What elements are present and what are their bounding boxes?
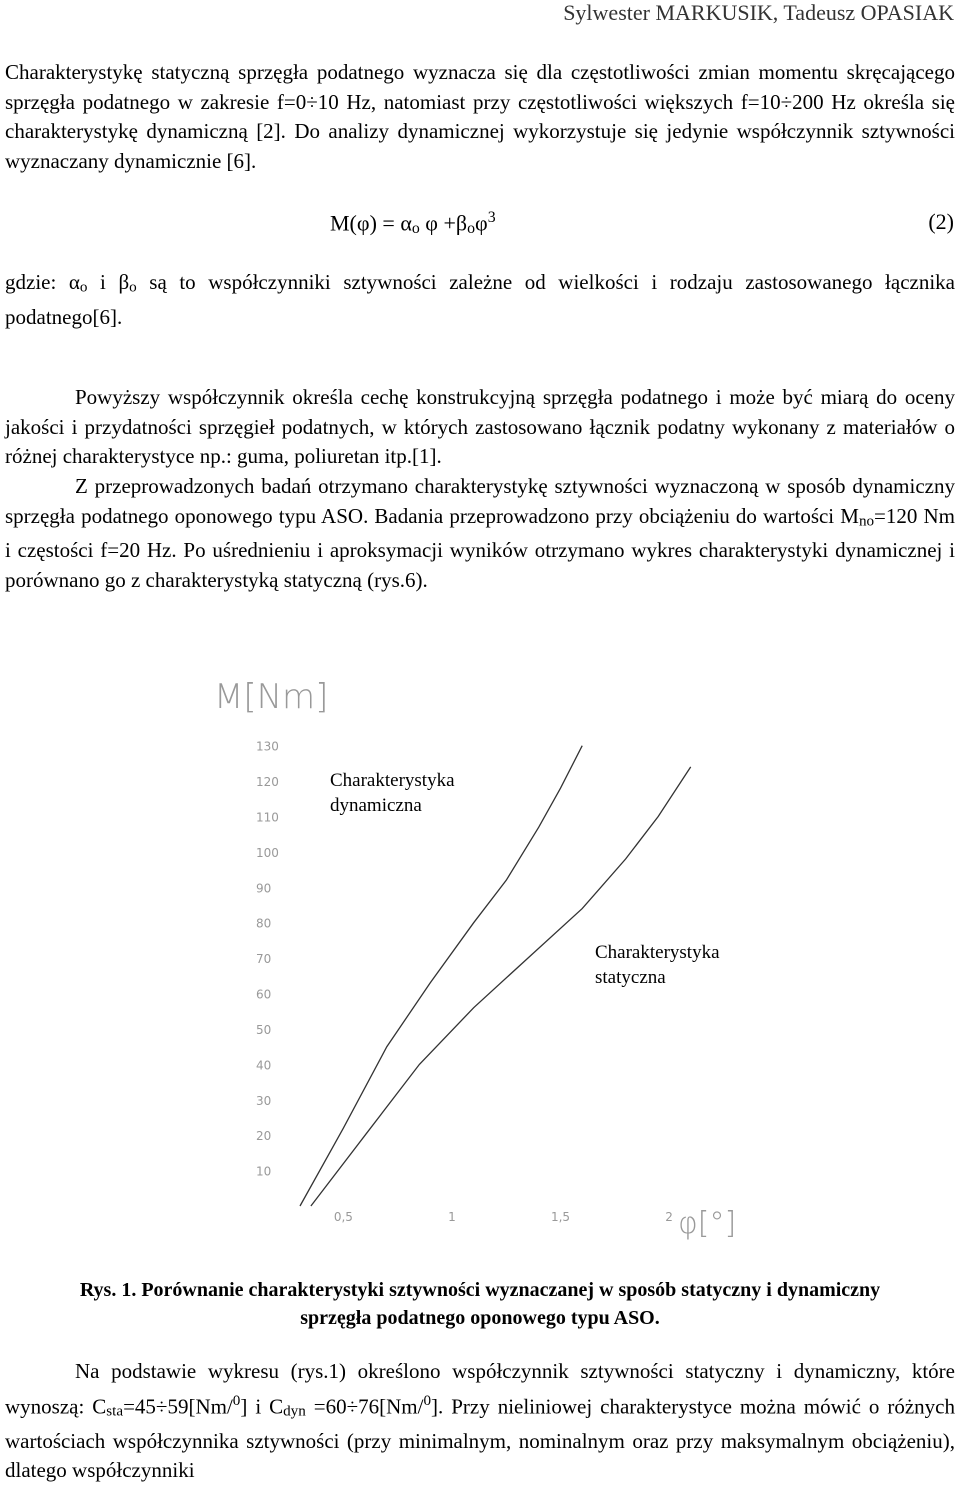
results-sup-1: 0 — [232, 1392, 241, 1409]
equation-sub-alpha: o — [411, 220, 420, 238]
x-tick-label: 0,5 — [333, 1210, 353, 1224]
x-tick-label: 1 — [448, 1210, 456, 1224]
y-axis-label: M[Nm] — [214, 677, 329, 717]
where-prefix: gdzie: α — [5, 270, 80, 294]
y-tick-label: 80 — [256, 916, 272, 931]
y-tick-label: 40 — [256, 1058, 272, 1073]
where-rest: są to współczynniki sztywności zależne od wielkości i rodzaju zastosowanego łącznika podatnego[6]. — [5, 270, 955, 329]
research-sub: no — [858, 512, 875, 529]
y-tick-label: 90 — [256, 881, 272, 896]
paragraph-research — [5, 472, 955, 595]
equation-exponent: 3 — [487, 209, 496, 226]
equation — [330, 209, 496, 238]
paragraph-where — [5, 268, 955, 332]
results-p2: =45÷59[Nm/ — [123, 1393, 233, 1418]
paragraph-intro: Charakterystykę statyczną sprzęgła podatnego wyznacza się dla częstotliwości zmian momentu skręcającego sprzęgła podatnego w zakresie f=0÷10 Hz, natomiast przy częstotliwości większych f=10÷200 Hz określa się charakterystykę dynamiczną [2]. Do analizy dynamicznej wykorzystuje się jedynie współczynnik sztywności wyznaczany dynamicznie [6]. — [5, 60, 955, 173]
y-tick-label: 60 — [256, 987, 272, 1002]
series-label: Charakterystyka dynamiczna — [330, 770, 455, 816]
x-axis-label: φ[°] — [678, 1206, 737, 1241]
where-sub-alpha: o — [79, 279, 88, 296]
paragraph-results — [5, 1357, 955, 1486]
equation-phi: φ — [475, 210, 488, 236]
results-sub-dyn: dyn — [283, 1403, 306, 1420]
y-tick-label: 70 — [256, 952, 272, 967]
results-p4: =60÷76[Nm/ — [305, 1393, 424, 1418]
caption-line-2: sprzęgła podatnego oponowego typu ASO. — [300, 1307, 660, 1329]
where-mid: i β — [87, 270, 130, 294]
results-p5: ]. Przy nieliniowej charakterystyce można mówić o różnych wartościach współczynnika sztywności (przy minimalnym, nominalnym oraz przy maksymalnym obciążeniu), dlatego współczynniki — [5, 1393, 956, 1483]
results-p1: Na podstawie wykresu (rys.1) określono współczynnik sztywności statyczny i dynamiczny, które wynoszą: C — [5, 1359, 955, 1418]
figure-caption — [0, 1276, 960, 1332]
series-label: Charakterystyka statyczna — [595, 942, 720, 988]
y-tick-label: 120 — [256, 775, 279, 790]
caption-line-1: Rys. 1. Porównanie charakterystyki sztywności wyznaczanej w sposób statyczny i dynamiczny — [79, 1279, 881, 1301]
y-tick-label: 30 — [256, 1093, 272, 1108]
research-part1: Z przeprowadzonych badań otrzymano charakterystykę sztywności wyznaczoną w sposób dynamiczny sprzęgła podatnego oponowego typu ASO. Badania przeprowadzono przy obciążeniu do wartości M — [5, 474, 955, 528]
x-tick-label: 1,5 — [550, 1210, 571, 1224]
y-tick-label: 10 — [256, 1164, 272, 1179]
results-p3: ] i C — [240, 1393, 284, 1418]
equation-sub-beta: o — [467, 220, 476, 238]
y-tick-label: 50 — [256, 1022, 272, 1037]
y-tick-label: 130 — [256, 739, 279, 754]
x-tick-label: 2 — [665, 1210, 673, 1224]
results-sup-2: 0 — [423, 1392, 432, 1409]
stiffness-chart — [200, 668, 760, 1248]
equation-number: (2) — [928, 209, 954, 234]
y-tick-label: 20 — [256, 1129, 272, 1144]
y-tick-label: 110 — [256, 810, 279, 825]
research-part2: =120 Nm i częstości f=20 Hz. Po uśrednieniu i aproksymacji wyników otrzymano wykres charakterystyki dynamicznej i porównano go z charakterystyką statyczną (rys.6). — [5, 503, 956, 592]
paragraph-coefficient: Powyższy współczynnik określa cechę konstrukcyjną sprzęgła podatnego i może być miarą do oceny jakości i przydatności sprzęgieł podatnych, w których zastosowano łącznik podatny wykonany z materiałów o różnej charakterystyce np.: guma, poliuretan itp.[1]. — [5, 385, 955, 468]
equation-lhs: M(φ) = α — [330, 210, 412, 236]
equation-mid: φ +β — [419, 210, 468, 236]
y-tick-label: 100 — [256, 845, 279, 860]
page-header-authors: Sylwester MARKUSIK, Tadeusz OPASIAK — [563, 0, 954, 25]
where-sub-beta: o — [129, 279, 137, 296]
results-sub-sta: sta — [106, 1403, 124, 1420]
